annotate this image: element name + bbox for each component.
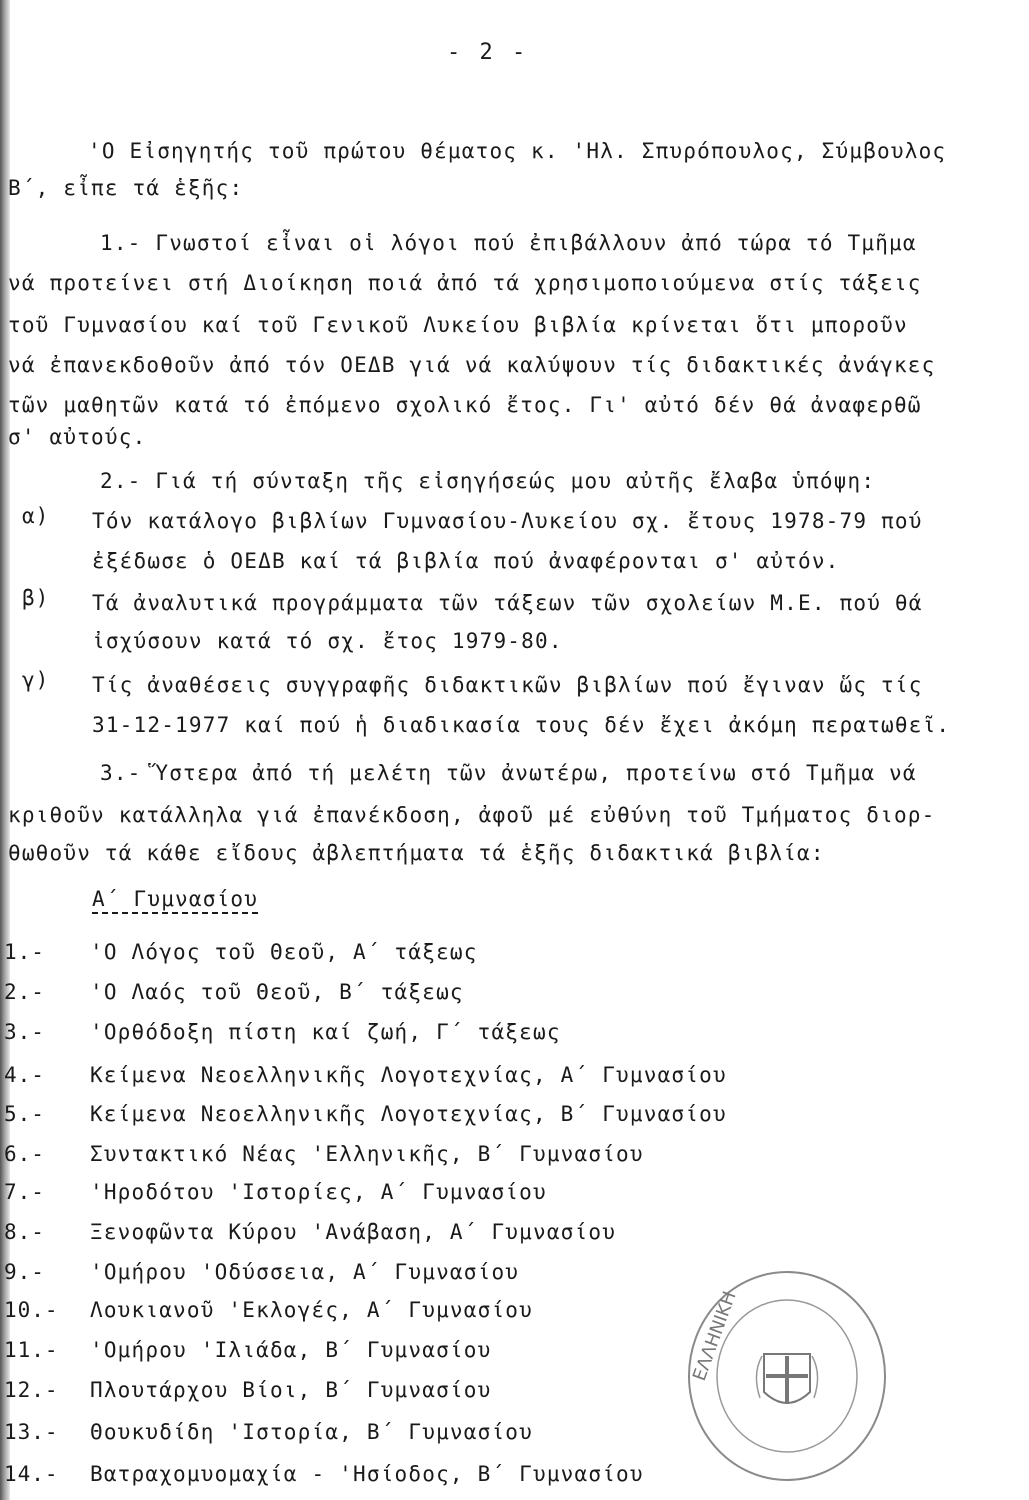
list-item-title: 'Ομήρου 'Ιλιάδα, Β΄ Γυμνασίου: [90, 1338, 492, 1362]
item-a-line-2: ἐξέδωσε ὁ ΟΕΔΒ καί τά βιβλία πού ἀναφέρονται σ' αὐτόν.: [92, 549, 840, 573]
item-a-line-1: Τόν κατάλογο βιβλίων Γυμνασίου-Λυκείου σχ. ἔτους 1978-79 πού: [92, 509, 923, 533]
list-item-number: 1.-: [4, 940, 45, 964]
p1-line-4: νά ἐπανεκδοθοῦν ἀπό τόν ΟΕΔΒ γιά νά καλύψουν τίς διδακτικές ἀνάγκες: [8, 353, 936, 377]
list-item-number: 8.-: [4, 1220, 45, 1244]
p1-line-5: τῶν μαθητῶν κατά τό ἐπόμενο σχολικό ἔτος. Γι' αὐτό δέν θά ἀναφερθῶ: [8, 393, 922, 417]
list-item-title: 'Ηροδότου 'Ιστορίες, Α΄ Γυμνασίου: [90, 1180, 547, 1204]
seal-text: ΕΛΛΗΝΙΚΗ: [688, 1288, 741, 1384]
list-item-title: Βατραχομυομαχία - 'Ησίοδος, Β΄ Γυμνασίου: [90, 1462, 644, 1486]
intro-line-1: 'Ο Εἰσηγητής τοῦ πρώτου θέματος κ. 'Ηλ. Σπυρόπουλος, Σύμβουλος: [88, 139, 947, 163]
list-item-number: 2.-: [4, 980, 45, 1004]
list-item-title: Πλουτάρχου Βίοι, Β΄ Γυμνασίου: [90, 1378, 492, 1402]
list-item-number: 5.-: [4, 1102, 45, 1126]
list-item-title: 'Ομήρου 'Οδύσσεια, Α΄ Γυμνασίου: [90, 1260, 520, 1284]
list-item-title: 'Ορθόδοξη πίστη καί ζωή, Γ΄ τάξεως: [90, 1020, 561, 1044]
list-item-number: 3.-: [4, 1020, 45, 1044]
list-item-title: Λουκιανοῦ 'Εκλογές, Α΄ Γυμνασίου: [90, 1298, 533, 1322]
item-c-line-1: Τίς ἀναθέσεις συγγραφῆς διδακτικῶν βιβλίων πού ἔγιναν ὥς τίς: [92, 673, 923, 697]
list-item-number: 6.-: [4, 1142, 45, 1166]
list-item-title: 'Ο Λαός τοῦ Θεοῦ, Β΄ τάξεως: [90, 980, 464, 1004]
p3-line-3: θωθοῦν τά κάθε εἴδους ἀβλεπτήματα τά ἑξῆς διδακτικά βιβλία:: [8, 841, 825, 865]
p3-line-2: κριθοῦν κατάλληλα γιά ἐπανέκδοση, ἀφοῦ μέ εὐθύνη τοῦ Τμήματος διορ-: [8, 803, 936, 827]
list-item-number: 4.-: [4, 1063, 45, 1087]
list-item-title: Ξενοφῶντα Κύρου 'Ανάβαση, Α΄ Γυμνασίου: [90, 1220, 617, 1244]
official-seal-stamp: [682, 1264, 892, 1484]
list-item-title: Συντακτικό Νέας 'Ελληνικῆς, Β΄ Γυμνασίου: [90, 1142, 644, 1166]
list-item-number: 9.-: [4, 1260, 45, 1284]
p1-line-1: 1.- Γνωστοί εἶναι οἱ λόγοι πού ἐπιβάλλουν ἀπό τώρα τό Τμῆμα: [100, 231, 917, 255]
list-item-number: 14.-: [4, 1462, 59, 1486]
item-b-marker: β): [22, 586, 50, 610]
item-b-line-2: ἰσχύσουν κατά τό σχ. ἔτος 1979-80.: [92, 629, 563, 653]
p1-line-6: σ' αὐτούς.: [8, 425, 147, 449]
item-a-marker: α): [22, 504, 50, 528]
list-item-number: 11.-: [4, 1338, 59, 1362]
p1-line-3: τοῦ Γυμνασίου καί τοῦ Γενικοῦ Λυκείου βιβλία κρίνεται ὅτι μποροῦν: [8, 313, 908, 337]
page-number: - 2 -: [447, 40, 529, 65]
p3-line-1: 3.- Ὕστερα ἀπό τή μελέτη τῶν ἀνωτέρω, προτείνω στό Τμῆμα νά: [100, 761, 917, 785]
p2-line-1: 2.- Γιά τή σύνταξη τῆς εἰσηγήσεώς μου αὐτῆς ἔλαβα ὑπόψη:: [100, 469, 876, 493]
list-item-number: 12.-: [4, 1378, 59, 1402]
coat-of-arms-icon: [756, 1354, 817, 1404]
list-item-number: 13.-: [4, 1420, 59, 1444]
list-item-title: 'Ο Λόγος τοῦ Θεοῦ, Α΄ τάξεως: [90, 940, 478, 964]
list-item-title: Κείμενα Νεοελληνικῆς Λογοτεχνίας, Α΄ Γυμνασίου: [90, 1063, 727, 1087]
item-c-line-2: 31-12-1977 καί πού ἡ διαδικασία τους δέν ἔχει ἀκόμη περατωθεῖ.: [92, 713, 951, 737]
list-item-number: 7.-: [4, 1180, 45, 1204]
item-b-line-1: Τά ἀναλυτικά προγράμματα τῶν τάξεων τῶν σχολείων Μ.Ε. πού θά: [92, 591, 923, 615]
list-item-title: Θουκυδίδη 'Ιστορία, Β΄ Γυμνασίου: [90, 1420, 533, 1444]
p1-line-2: νά προτείνει στή Διοίκηση ποιά ἀπό τά χρησιμοποιούμενα στίς τάξεις: [8, 271, 922, 295]
list-item-title: Κείμενα Νεοελληνικῆς Λογοτεχνίας, Β΄ Γυμνασίου: [90, 1102, 727, 1126]
intro-line-2: Β΄, εἶπε τά ἑξῆς:: [8, 176, 244, 200]
section-heading: Α΄ Γυμνασίου: [92, 887, 259, 911]
list-item-number: 10.-: [4, 1298, 59, 1322]
item-c-marker: γ): [22, 668, 50, 692]
